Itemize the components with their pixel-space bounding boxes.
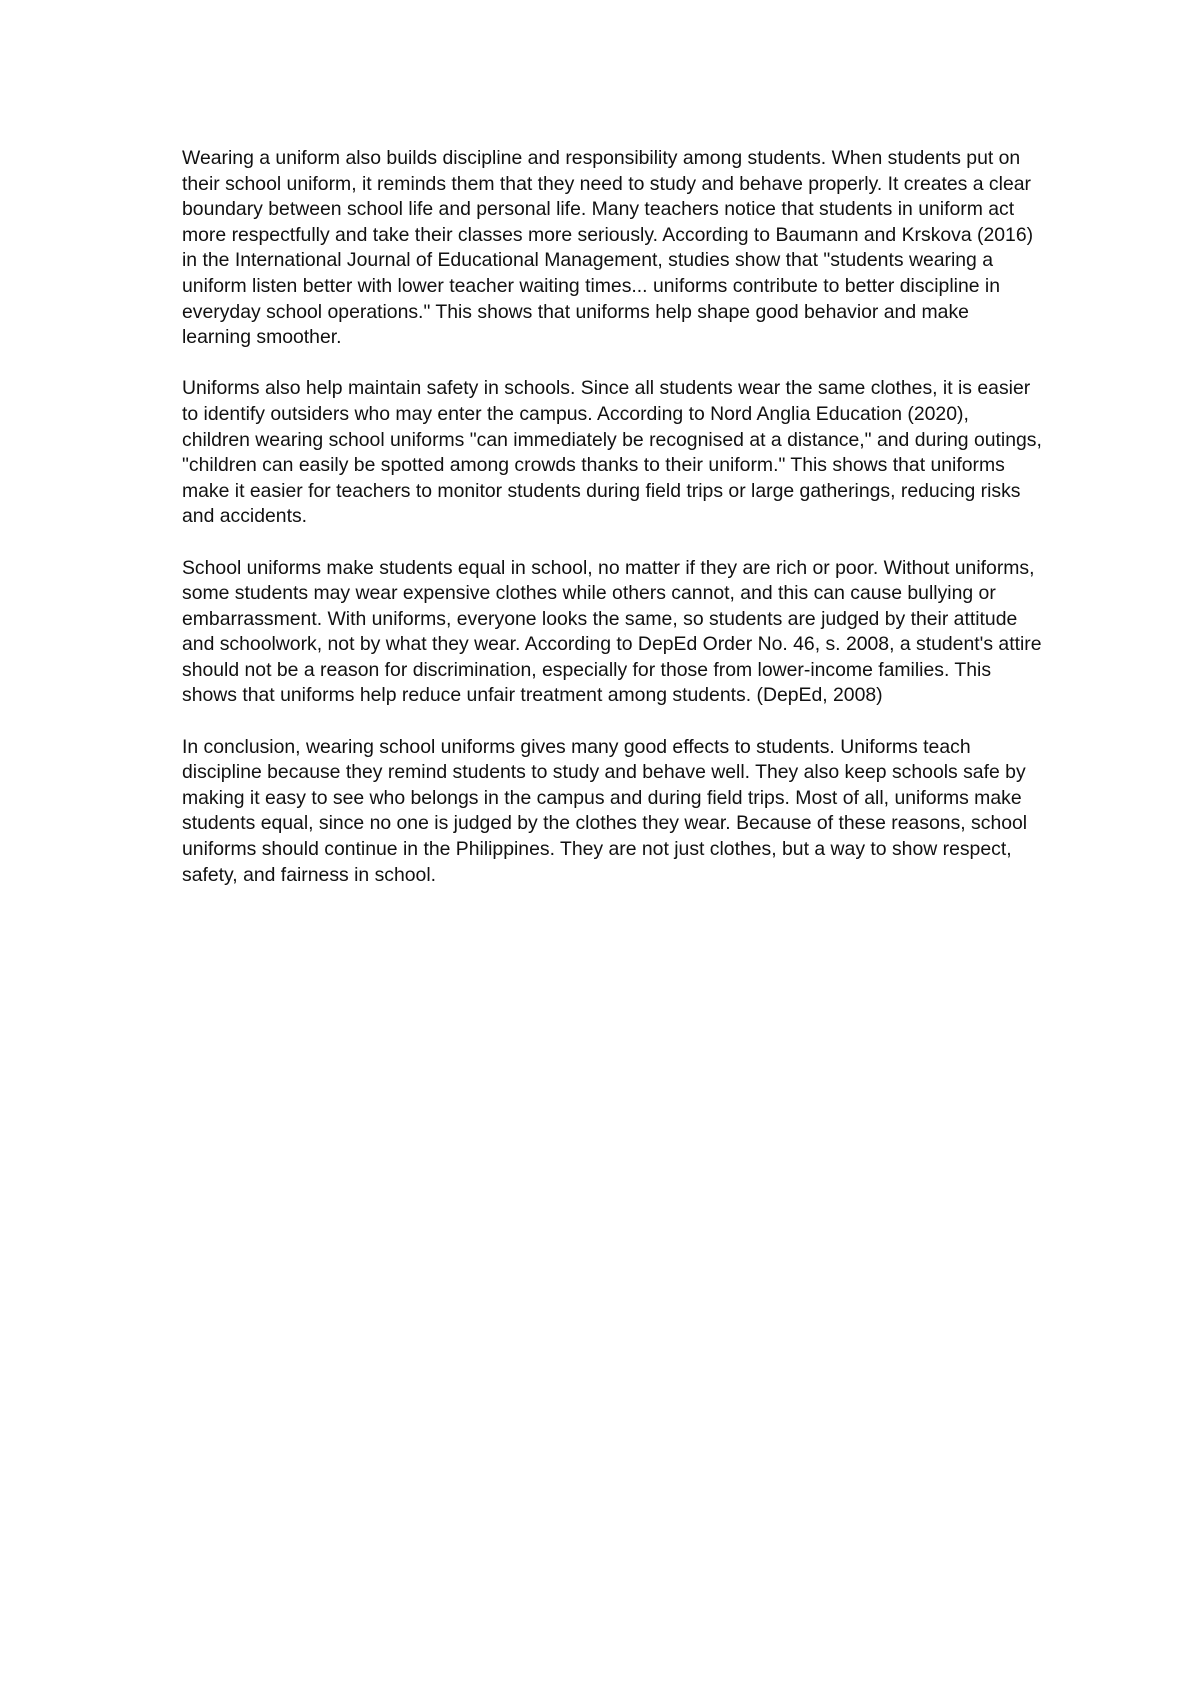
paragraph-discipline: Wearing a uniform also builds discipline and responsibility among students. When students put on their school uniform, it reminds them that they need to study and behave properly. It creates a clear boundary between school life and personal life. Many teachers notice that students in uniform act more respectfully and take their classes more seriously. According to Baumann and Krskova (2016) in the International Journal of Educational Management, studies show that "students wearing a uniform listen better with lower teacher waiting times... uniforms contribute to better discipline in everyday school operations." This shows that uniforms help shape good behavior and make learning smoother. — [182, 147, 1034, 349]
paragraph-equality: School uniforms make students equal in school, no matter if they are rich or poor. Without uniforms, some students may wear expensive clothes while others cannot, and this can cause bullying or embarrassment. With uniforms, everyone looks the same, so students are judged by their attitude and schoolwork, not by what they wear. According to DepEd Order No. 46, s. 2008, a student's attire should not be a reason for discrimination, especially for those from lower-income families. This shows that uniforms help reduce unfair treatment among students. (DepEd, 2008) — [182, 556, 1042, 707]
paragraph-conclusion: In conclusion, wearing school uniforms gives many good effects to students. Uniforms teach discipline because they remind students to study and behave well. They also keep schools safe by making it easy to see who belongs in the campus and during field trips. Most of all, uniforms make students equal, since no one is judged by the clothes they wear. Because of these reasons, school uniforms should continue in the Philippines. They are not just clothes, but a way to show respect, safety, and fairness in school. — [182, 735, 1028, 886]
document-body — [182, 146, 1042, 914]
paragraph-safety: Uniforms also help maintain safety in schools. Since all students wear the same clothes, it is easier to identify outsiders who may enter the campus. According to Nord Anglia Education (2020), children wearing school uniforms "can immediately be recognised at a distance," and during outings, "children can easily be spotted among crowds thanks to their uniform." This shows that uniforms make it easier for teachers to monitor students during field trips or large gatherings, reducing risks and accidents. — [182, 377, 1042, 528]
